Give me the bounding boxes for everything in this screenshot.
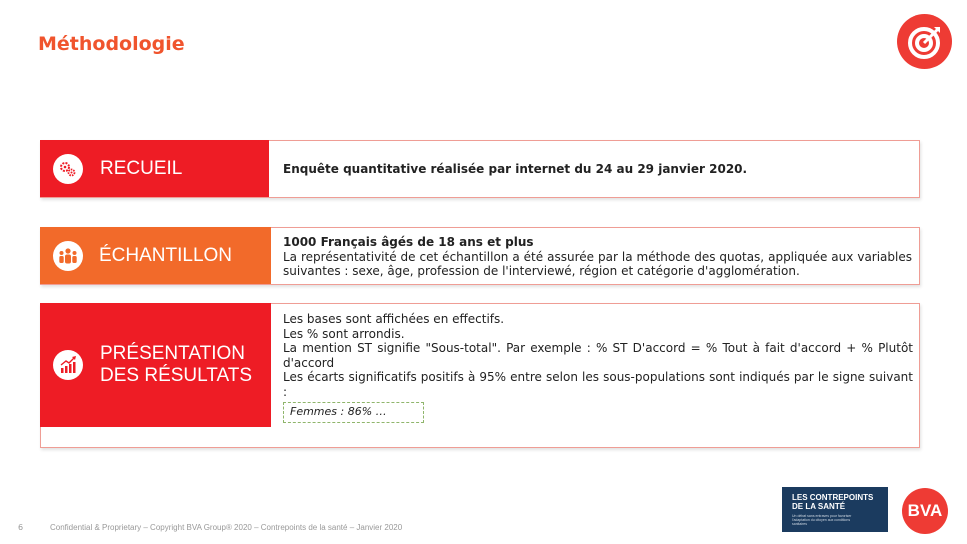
page-number: 6 [18,523,24,532]
growth-chart-icon [53,350,83,380]
contrepoints-logo [782,487,888,532]
recueil-label: RECUEIL [100,157,183,179]
page-title: Méthodologie [38,33,185,55]
contrepoints-logo-title [792,493,873,511]
presentation-line-3: La mention ST signifie "Sous-total". Par exemple : % ST D'accord = % Tout à fait d'accord + % Plutôt d'accord [283,341,913,370]
significance-example: Femmes : 86% … [283,402,424,423]
footer-copyright: Confidential & Proprietary – Copyright BVA Group® 2020 – Contrepoints de la santé – Janvier 2020 [50,523,403,532]
presentation-label [100,343,252,387]
echantillon-tile [40,227,271,284]
presentation-line-1: Les bases sont affichées en effectifs. [283,312,505,326]
echantillon-label: ÉCHANTILLON [99,244,233,266]
presentation-text [283,312,913,423]
people-group-icon [53,241,83,271]
presentation-tile [40,303,271,427]
echantillon-heading: 1000 Français âgés de 18 ans et plus [283,235,534,249]
presentation-line-2: Les % sont arrondis. [283,326,405,341]
presentation-line-4: Les écarts significatifs positifs à 95% entre selon les sous-populations sont indiqués par le signe suivant : [283,370,913,399]
echantillon-description: La représentativité de cet échantillon a été assurée par la méthode des quotas, appliquée aux variables suivantes : sexe, âge, profession de l'interviewé, région et catégorie d'agglomération. [283,249,912,278]
contrepoints-logo-subtitle: Un débat sans entraves pour favoriser l'adaptation du citoyen aux conditions sanitaires [792,514,852,526]
gears-icon [53,154,83,184]
echantillon-text [283,235,912,279]
recueil-text: Enquête quantitative réalisée par internet du 24 au 29 janvier 2020. [283,162,748,176]
target-logo-icon [897,14,952,69]
contrepoints-logo-title-line1: LES CONTREPOINTS [792,493,874,502]
contrepoints-logo-title-line2: DE LA SANTÉ [792,502,846,511]
presentation-label-line2: DES RÉSULTATS [100,365,253,386]
recueil-tile [40,140,269,197]
presentation-label-line1: PRÉSENTATION [100,343,245,364]
bva-logo: BVA [902,488,948,534]
